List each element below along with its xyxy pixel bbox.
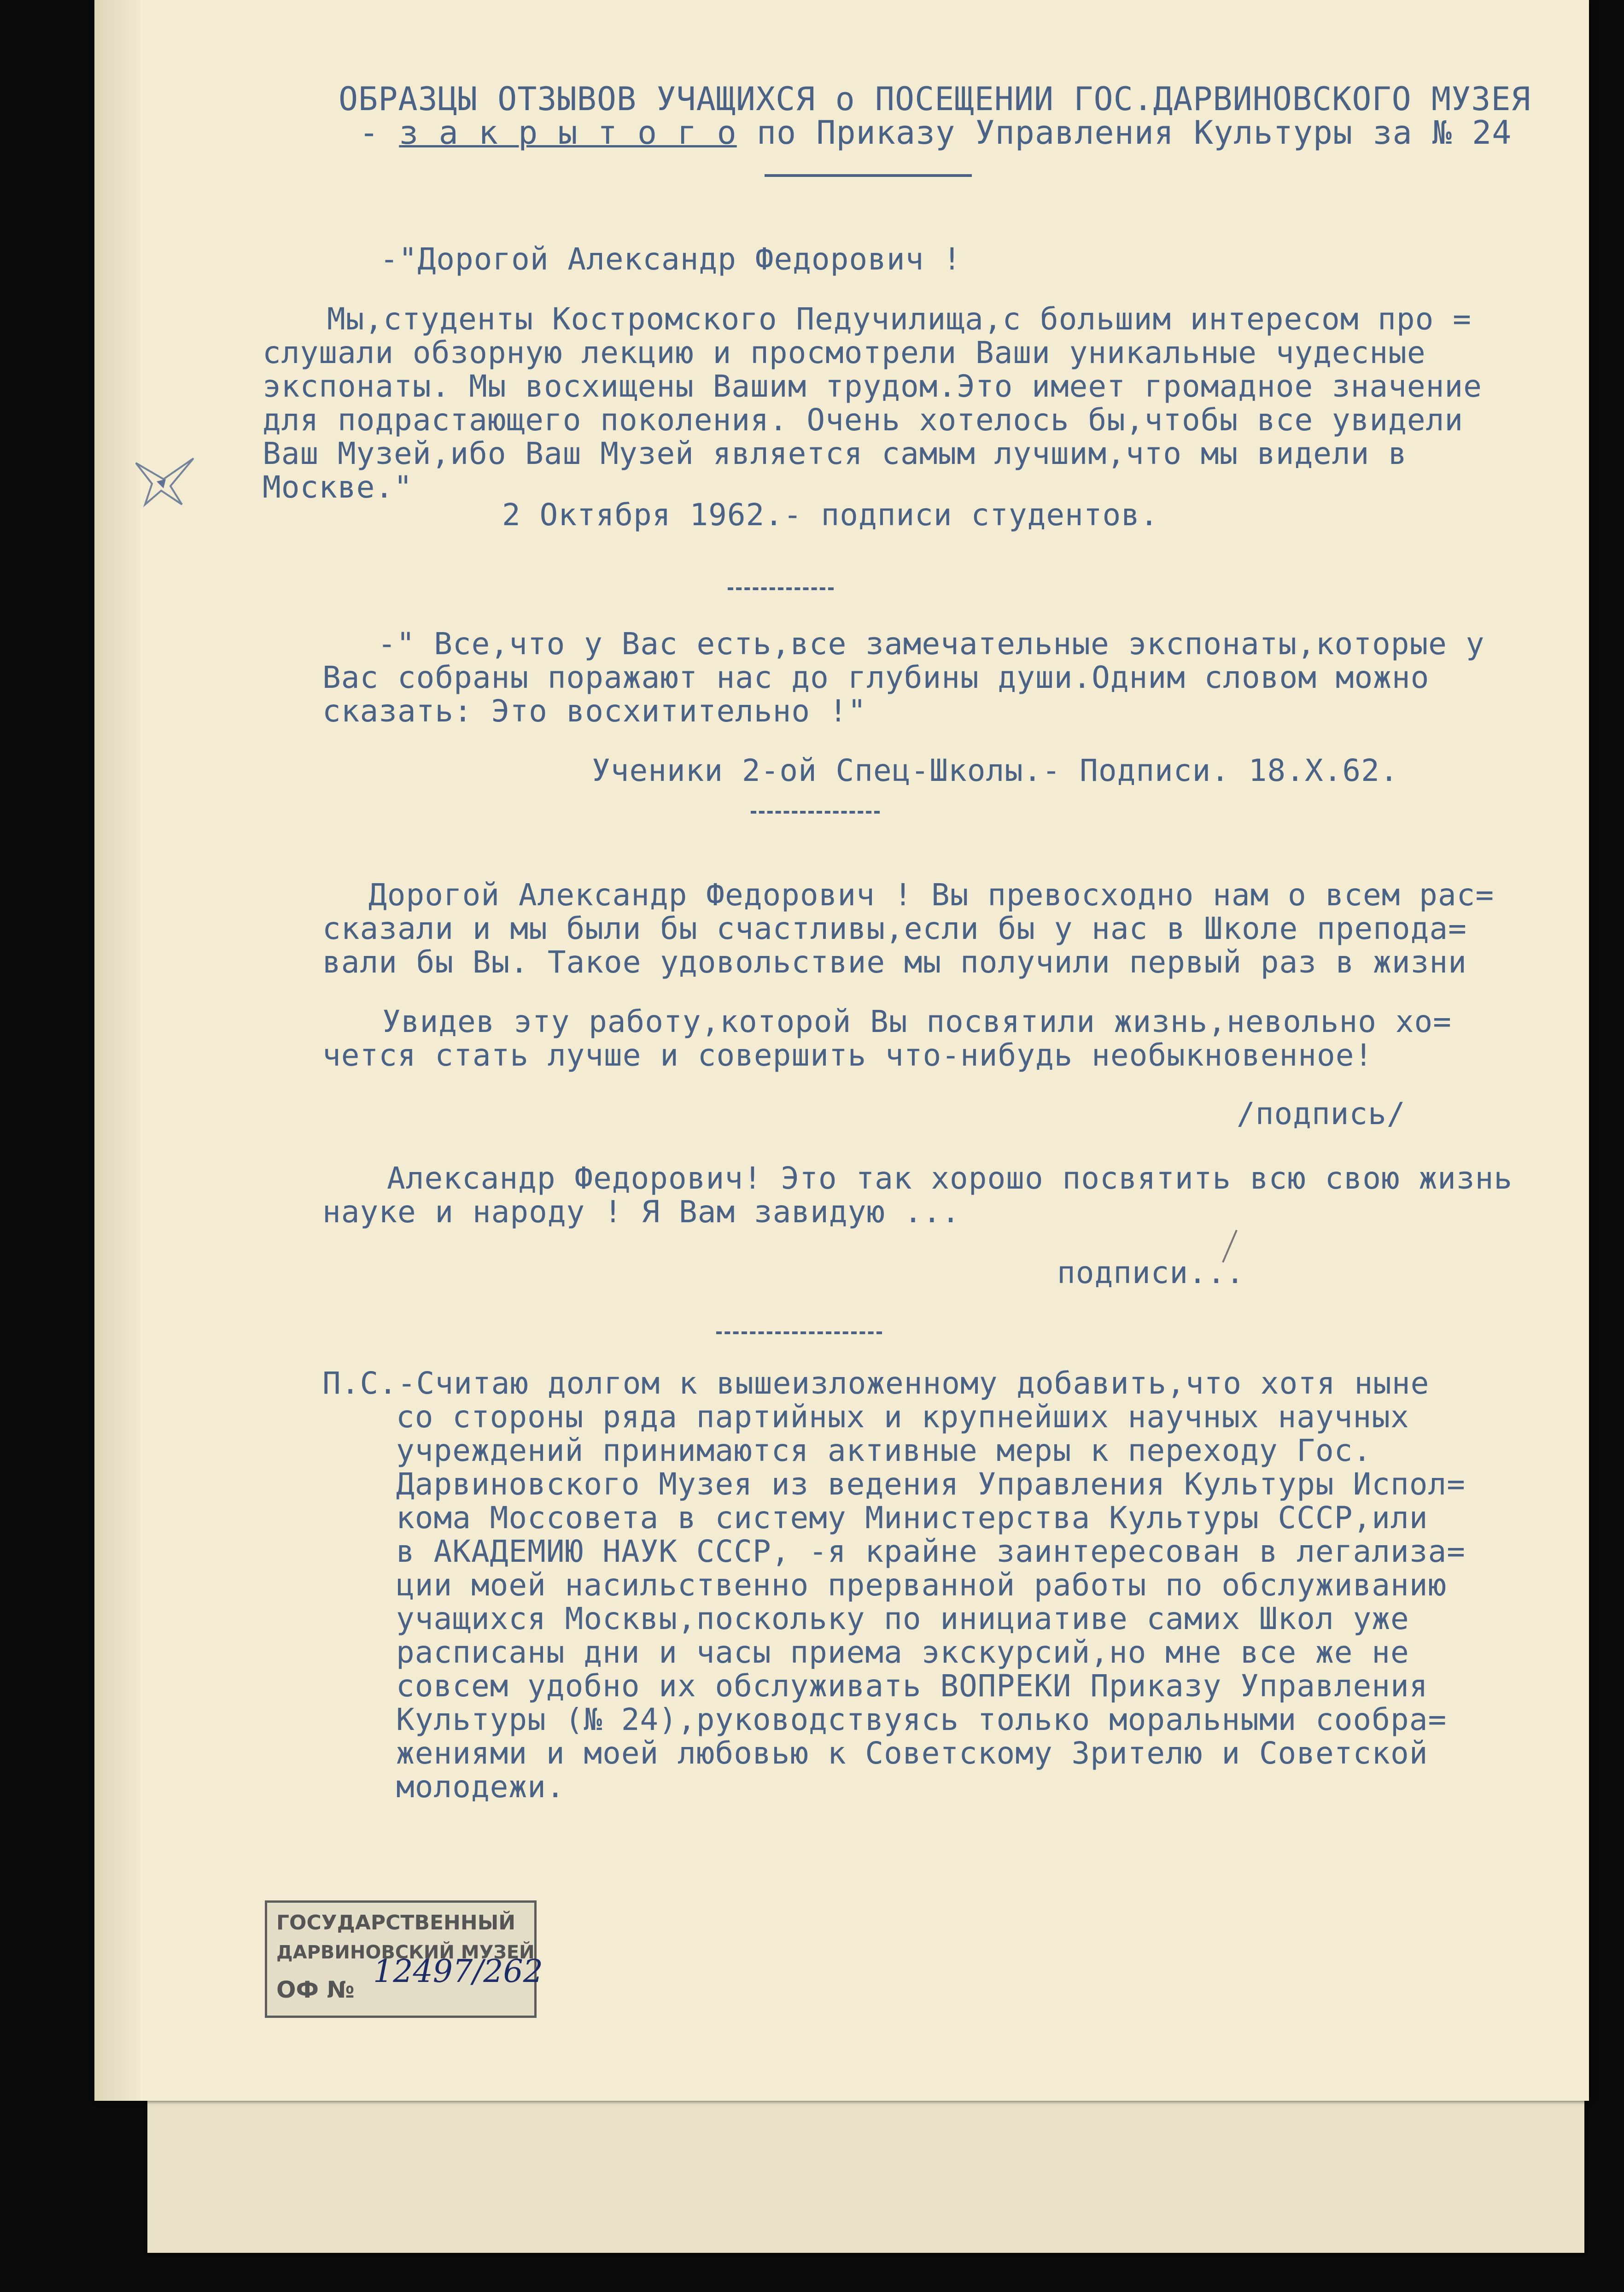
review3-line: Дорогой Александр Федорович ! Вы превосходно нам о всем рас=	[368, 877, 1495, 913]
postscript-line: учащихся Москвы,поскольку по инициативе самих Школ уже	[396, 1601, 1409, 1636]
review1-salutation: -"Дорогой Александр Федорович !	[380, 241, 962, 277]
postscript-line: Дарвиновского Музея из ведения Управления Культуры Испол=	[396, 1466, 1466, 1502]
postscript-line: кома Моссовета в систему Министерства Культуры СССР,или	[396, 1500, 1428, 1536]
review4-line: науке и народу ! Я Вам завидую ...	[322, 1194, 961, 1230]
review2-line: сказать: Это восхитительно !"	[322, 693, 867, 729]
review3-line: сказали и мы были бы счастливы,если бы у нас в Школе препода=	[322, 911, 1467, 946]
postscript-first-line: П.С.-Считаю долгом к вышеизложенному добавить,что хотя ныне	[322, 1366, 1430, 1401]
postscript-line: учреждений принимаются активные меры к переходу Гос.	[396, 1433, 1372, 1468]
review2-line: Вас собраны поражают нас до глубины души.Одним словом можно	[322, 660, 1430, 695]
postscript-line: жениями и моей любовью к Советскому Зрителю и Советской	[396, 1735, 1428, 1771]
inventory-number: 12497/262	[373, 1953, 543, 1990]
review2-signature: Ученики 2-ой Спец-Школы.- Подписи. 18.X.62.	[592, 753, 1399, 788]
postscript-line: со стороны ряда партийных и крупнейших научных научных	[396, 1399, 1409, 1435]
stamp-institution: ГОСУДАРСТВЕННЫЙ	[276, 1911, 516, 1934]
subtitle-emphasis: з а к р ы т о г о	[399, 114, 737, 152]
stamp-museum-name: ДАРВИНОВСКИЙ МУЗЕЙ	[276, 1942, 535, 1963]
postscript-line: расписаны дни и часы приема экскурсий,но мне все же не	[396, 1635, 1409, 1670]
review1-signature: 2 Октября 1962.- подписи студентов.	[502, 497, 1159, 533]
review3-line: Увидев эту работу,которой Вы посвятили жизнь,невольно хо=	[382, 1004, 1452, 1039]
review4-signature: подписи...	[1057, 1255, 1245, 1290]
star-stamp-icon	[131, 454, 198, 509]
review1-line: Мы,студенты Костромского Педучилища,с большим интересом про =	[327, 301, 1472, 337]
postscript-line: Культуры (№ 24),руководствуясь только моральными сообра=	[396, 1702, 1447, 1737]
page-fold-edge	[94, 0, 140, 2101]
heading-separator	[765, 174, 972, 177]
postscript-line: ции моей насильственно прерванной работы по обслуживанию	[396, 1567, 1447, 1603]
separator	[716, 1331, 882, 1334]
review4-line: Александр Федорович! Это так хорошо посвятить всю свою жизнь	[387, 1161, 1513, 1196]
subtitle-prefix: -	[359, 114, 399, 152]
review1-line: экспонаты. Мы восхищены Вашим трудом.Это имеет громадное значение	[263, 369, 1482, 404]
stamp-fund-label: ОФ №	[276, 1976, 355, 2003]
review2-line: -" Все,что у Вас есть,все замечательные экспонаты,которые у	[378, 626, 1485, 662]
review1-line: для подрастающего поколения. Очень хотелось бы,чтобы все увидели	[263, 402, 1464, 438]
document-title: ОБРАЗЦЫ ОТЗЫВОВ УЧАЩИХСЯ о ПОСЕЩЕНИИ ГОС.ДАРВИНОВСКОГО МУЗЕЯ	[339, 80, 1531, 118]
review1-line: Ваш Музей,ибо Ваш Музей является самым лучшим,что мы видели в	[263, 436, 1407, 471]
postscript-line: совсем удобно их обслуживать ВОПРЕКИ Приказу Управления	[396, 1668, 1428, 1704]
subtitle-rest: по Приказу Управления Культуры за № 24	[736, 114, 1512, 152]
pencil-mark-icon	[1216, 1228, 1244, 1265]
review1-line: слушали обзорную лекцию и просмотрели Ваши уникальные чудесные	[263, 335, 1426, 370]
review3-signature: /подпись/	[1237, 1096, 1406, 1131]
document-subtitle	[359, 114, 1512, 152]
separator	[751, 811, 880, 814]
postscript-line: в АКАДЕМИЮ НАУК СССР, -я крайне заинтересован в легализа=	[396, 1534, 1466, 1569]
review3-line: чется стать лучше и совершить что-нибудь необыкновенное!	[322, 1038, 1373, 1073]
postscript-line: молодежи.	[396, 1769, 565, 1805]
review3-line: вали бы Вы. Такое удовольствие мы получили первый раз в жизни	[322, 944, 1467, 980]
review1-line: Москве."	[263, 469, 413, 505]
separator	[728, 587, 834, 590]
